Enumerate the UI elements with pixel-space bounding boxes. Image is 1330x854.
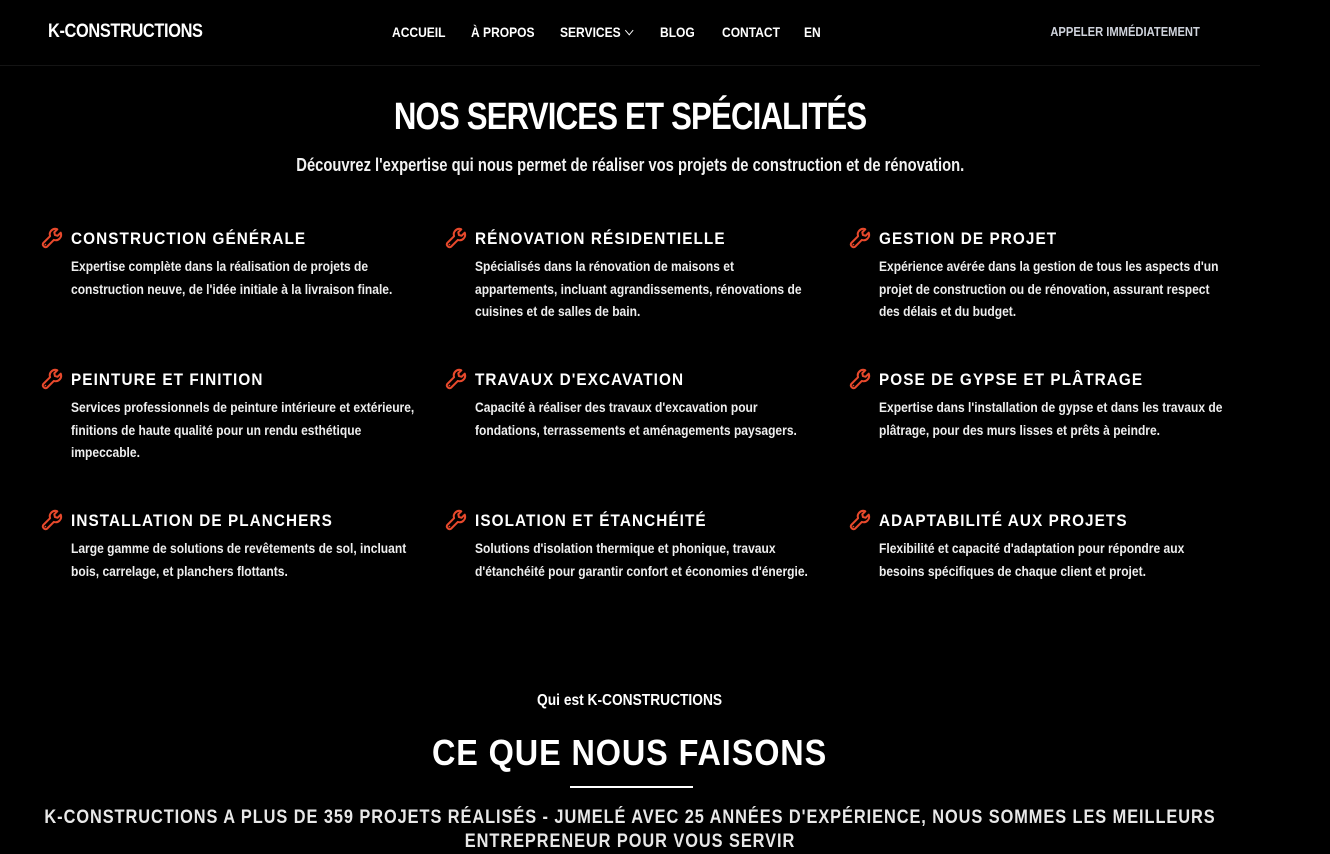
service-title: ISOLATION ET ÉTANCHÉITÉ <box>475 511 707 530</box>
service-title: GESTION DE PROJET <box>879 229 1058 248</box>
service-title: PEINTURE ET FINITION <box>71 370 264 389</box>
main-menu <box>392 24 834 40</box>
services-subtitle: Découvrez l'expertise qui nous permet de réaliser vos projets de construction et de rénovation. <box>296 155 964 175</box>
menu-item-label: À PROPOS <box>471 24 535 40</box>
service-title: POSE DE GYPSE ET PLÂTRAGE <box>879 370 1144 389</box>
service-title: RÉNOVATION RÉSIDENTIELLE <box>475 229 726 248</box>
service-card <box>71 511 431 582</box>
service-card <box>879 511 1239 582</box>
wrench-icon <box>41 368 63 390</box>
service-description: Services professionnels de peinture intérieure et extérieure, finitions de haute qualité pour un rendu esthétique impeccable. <box>71 399 415 460</box>
about-statement: K-CONSTRUCTIONS A PLUS DE 359 PROJETS RÉALISÉS - JUMELÉ AVEC 25 ANNÉES D'EXPÉRIENCE, NOUS SOMMES LES MEILLEURS ENTREPRENEUR POUR VOUS SERVIR <box>44 807 1216 852</box>
service-title: ADAPTABILITÉ AUX PROJETS <box>879 511 1128 530</box>
service-description: Expertise dans l'installation de gypse et dans les travaux de plâtrage, pour des murs lisses et prêts à peindre. <box>879 399 1223 438</box>
wrench-icon <box>445 368 467 390</box>
wrench-icon <box>41 509 63 531</box>
title-underline <box>570 786 693 788</box>
wrench-icon <box>849 227 871 249</box>
service-card <box>475 370 835 441</box>
service-title: TRAVAUX D'EXCAVATION <box>475 370 685 389</box>
site-logo[interactable]: K-CONSTRUCTIONS <box>48 21 203 42</box>
services-title: NOS SERVICES ET SPÉCIALITÉS <box>393 96 867 138</box>
service-title: CONSTRUCTION GÉNÉRALE <box>71 229 307 248</box>
menu-item-label: CONTACT <box>722 24 780 40</box>
service-card <box>71 370 431 464</box>
service-card <box>879 370 1239 441</box>
service-description: Expérience avérée dans la gestion de tous les aspects d'un projet de construction ou de rénovation, assurant respect des délais et du budget. <box>879 258 1219 319</box>
service-card <box>475 229 835 323</box>
wrench-icon <box>445 509 467 531</box>
wrench-icon <box>849 509 871 531</box>
about-kicker: Qui est K-CONSTRUCTIONS <box>537 692 723 709</box>
service-description: Solutions d'isolation thermique et phonique, travaux d'étanchéité pour garantir confort et économies d'énergie. <box>475 540 808 579</box>
service-description: Expertise complète dans la réalisation de projets de construction neuve, de l'idée initiale à la livraison finale. <box>71 258 393 297</box>
nav-contact[interactable] <box>722 24 793 40</box>
service-title: INSTALLATION DE PLANCHERS <box>71 511 333 530</box>
service-description: Flexibilité et capacité d'adaptation pour répondre aux besoins spécifiques de chaque client et projet. <box>879 540 1185 579</box>
nav-blog[interactable] <box>660 24 713 40</box>
chevron-down-icon <box>625 25 634 35</box>
nav-services[interactable] <box>560 24 646 40</box>
service-card <box>879 229 1239 323</box>
call-now-link[interactable]: APPELER IMMÉDIATEMENT <box>1050 24 1200 39</box>
service-description: Large gamme de solutions de revêtements de sol, incluant bois, carrelage, et planchers flottants. <box>71 540 407 579</box>
nav-accueil[interactable] <box>392 24 460 40</box>
menu-item-label: BLOG <box>660 24 695 40</box>
menu-item-label: EN <box>804 24 821 40</box>
service-card <box>71 229 431 300</box>
about-title: CE QUE NOUS FAISONS <box>432 732 828 773</box>
nav-a-propos[interactable] <box>471 24 548 40</box>
nav-language-en[interactable] <box>804 24 830 40</box>
service-card <box>475 511 835 582</box>
service-description: Spécialisés dans la rénovation de maisons et appartements, incluant agrandissements, rénovations de cuisines et de salles de bain. <box>475 258 802 319</box>
wrench-icon <box>445 227 467 249</box>
menu-item-label: ACCUEIL <box>392 24 446 40</box>
wrench-icon <box>849 368 871 390</box>
service-description: Capacité à réaliser des travaux d'excavation pour fondations, terrassements et aménagements paysagers. <box>475 399 797 438</box>
menu-item-label: SERVICES <box>560 24 621 40</box>
top-navigation <box>0 0 1260 66</box>
wrench-icon <box>41 227 63 249</box>
